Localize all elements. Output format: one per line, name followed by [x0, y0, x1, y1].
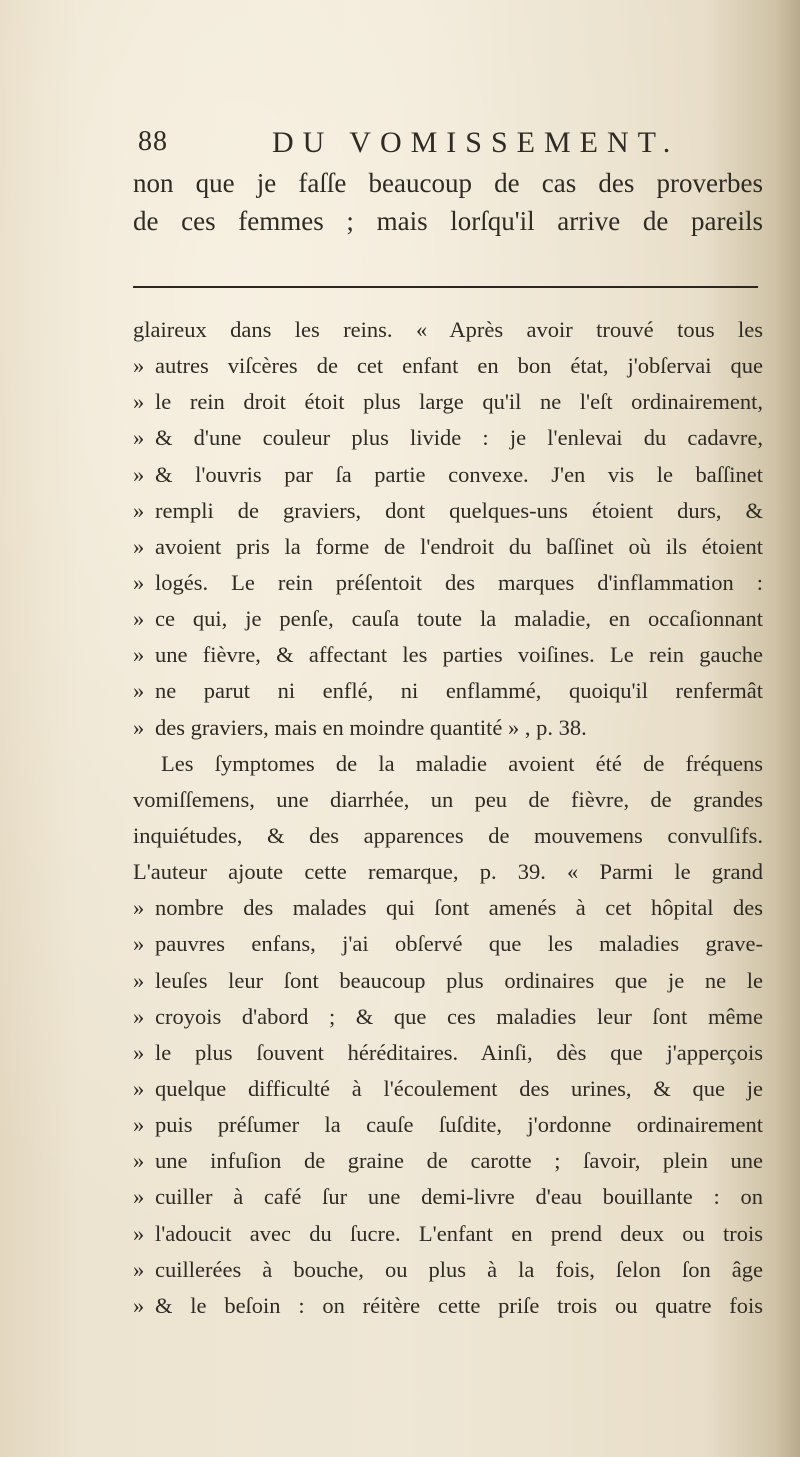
quote-mark: » [133, 1075, 145, 1101]
text-line [133, 312, 763, 348]
quote-mark: » [133, 533, 145, 559]
line-text: & le beſoin : on réitère cette priſe trois ou quatre fois [155, 1292, 763, 1318]
line-text: ce qui, je penſe, cauſa toute la maladie, en occaſionnant [155, 606, 763, 632]
text-line [133, 1216, 763, 1252]
text-line [133, 746, 763, 782]
page-number: 88 [138, 126, 168, 157]
quote-mark: » [133, 389, 145, 415]
quote-mark: » [133, 642, 145, 668]
text-line [133, 457, 763, 493]
quote-mark: » [133, 1039, 145, 1065]
line-text: puis préſumer la cauſe ſuſdite, j'ordonne ordinairement [155, 1112, 763, 1138]
quote-mark: » [133, 606, 145, 632]
text-line [133, 890, 763, 926]
text-line [133, 818, 763, 854]
line-text: rempli de graviers, dont quelques-uns étoient durs, & [155, 497, 763, 523]
line-text: & l'ouvris par ſa partie convexe. J'en vis le baſſinet [155, 461, 763, 487]
line-text: le plus ſouvent héréditaires. Ainſi, dès que j'apperçois [155, 1039, 763, 1065]
text-line [133, 565, 763, 601]
text-line [133, 710, 763, 746]
line-text: avoient pris la forme de l'endroit du baſſinet où ils étoient [155, 533, 763, 559]
line-text: l'adoucit avec du ſucre. L'enfant en prend deux ou trois [155, 1220, 763, 1246]
line-text: croyois d'abord ; & que ces maladies leur ſont même [155, 1003, 763, 1029]
quote-mark: » [133, 931, 145, 957]
quote-mark: » [133, 1292, 145, 1318]
text-line [133, 1143, 763, 1179]
text-line [133, 1179, 763, 1215]
line-text: cuillerées à bouche, ou plus à la fois, ſelon ſon âge [155, 1256, 763, 1282]
line-text: nombre des malades qui ſont amenés à cet hôpital des [155, 895, 763, 921]
line-text: ne parut ni enflé, ni enflammé, quoiqu'il renfermât [155, 678, 763, 704]
text-line [133, 1107, 763, 1143]
text-line [133, 420, 763, 456]
line-text: une fièvre, & affectant les parties voiſines. Le rein gauche [155, 642, 763, 668]
line-text: L'auteur ajoute cette remarque, p. 39. « Parmi le grand [133, 859, 763, 885]
line-text: vomiſſemens, une diarrhée, un peu de fièvre, de grandes [133, 786, 763, 812]
quote-mark: » [133, 967, 145, 993]
text-line [133, 637, 763, 673]
line-text: le rein droit étoit plus large qu'il ne l'eſt ordinairement, [155, 389, 763, 415]
text-line [133, 493, 763, 529]
text-line [133, 529, 763, 565]
quote-mark: » [133, 714, 145, 740]
quote-mark: » [133, 1003, 145, 1029]
text-line [133, 1288, 763, 1324]
line-text: inquiétudes, & des apparences de mouvemens convulſifs. [133, 822, 763, 848]
quote-mark: » [133, 425, 145, 451]
running-title: DU VOMISSEMENT. [272, 126, 680, 159]
quote-mark: » [133, 895, 145, 921]
text-line [133, 926, 763, 962]
text-line [133, 1071, 763, 1107]
text-line [133, 673, 763, 709]
quote-mark: » [133, 1220, 145, 1246]
text-line [133, 963, 763, 999]
top-text-block [133, 164, 763, 241]
line-text: quelque difficulté à l'écoulement des urines, & que je [155, 1075, 763, 1101]
quote-mark: » [133, 678, 145, 704]
line-text: des graviers, mais en moindre quantité » , p. 38. [155, 714, 587, 740]
line-text: leuſes leur ſont beaucoup plus ordinaires que je ne le [155, 967, 763, 993]
line-text: glaireux dans les reins. « Après avoir trouvé tous les [133, 317, 763, 342]
text-line [133, 999, 763, 1035]
line-text: Les ſymptomes de la maladie avoient été de fréquens [161, 750, 763, 776]
text-line [133, 348, 763, 384]
quote-mark: » [133, 1184, 145, 1210]
quote-mark: » [133, 1112, 145, 1138]
text-line [133, 601, 763, 637]
quote-mark: » [133, 497, 145, 523]
page-header [138, 126, 760, 166]
line-text: cuiller à café ſur une demi-livre d'eau bouillante : on [155, 1184, 763, 1210]
text-line [133, 384, 763, 420]
line-text: pauvres enfans, j'ai obſervé que les maladies grave- [155, 931, 763, 957]
line-text: une infuſion de graine de carotte ; ſavoir, plein une [155, 1148, 763, 1174]
text-line: non que je faſſe beaucoup de cas des proverbes [133, 168, 763, 198]
line-text: logés. Le rein préſentoit des marques d'inflammation : [155, 569, 763, 595]
quote-mark: » [133, 1148, 145, 1174]
text-line [133, 782, 763, 818]
line-text: autres viſcères de cet enfant en bon état, j'obſervai que [155, 353, 763, 379]
quote-mark: » [133, 1256, 145, 1282]
quote-mark: » [133, 569, 145, 595]
line-text: & d'une couleur plus livide : je l'enlevai du cadavre, [155, 425, 763, 451]
horizontal-rule [133, 286, 758, 288]
text-line [133, 1252, 763, 1288]
quote-mark: » [133, 353, 145, 379]
quote-mark: » [133, 461, 145, 487]
text-line [133, 1035, 763, 1071]
footnote-text-block [133, 312, 763, 1324]
text-line: de ces femmes ; mais lorſqu'il arrive de pareils [133, 206, 763, 237]
text-line [133, 854, 763, 890]
